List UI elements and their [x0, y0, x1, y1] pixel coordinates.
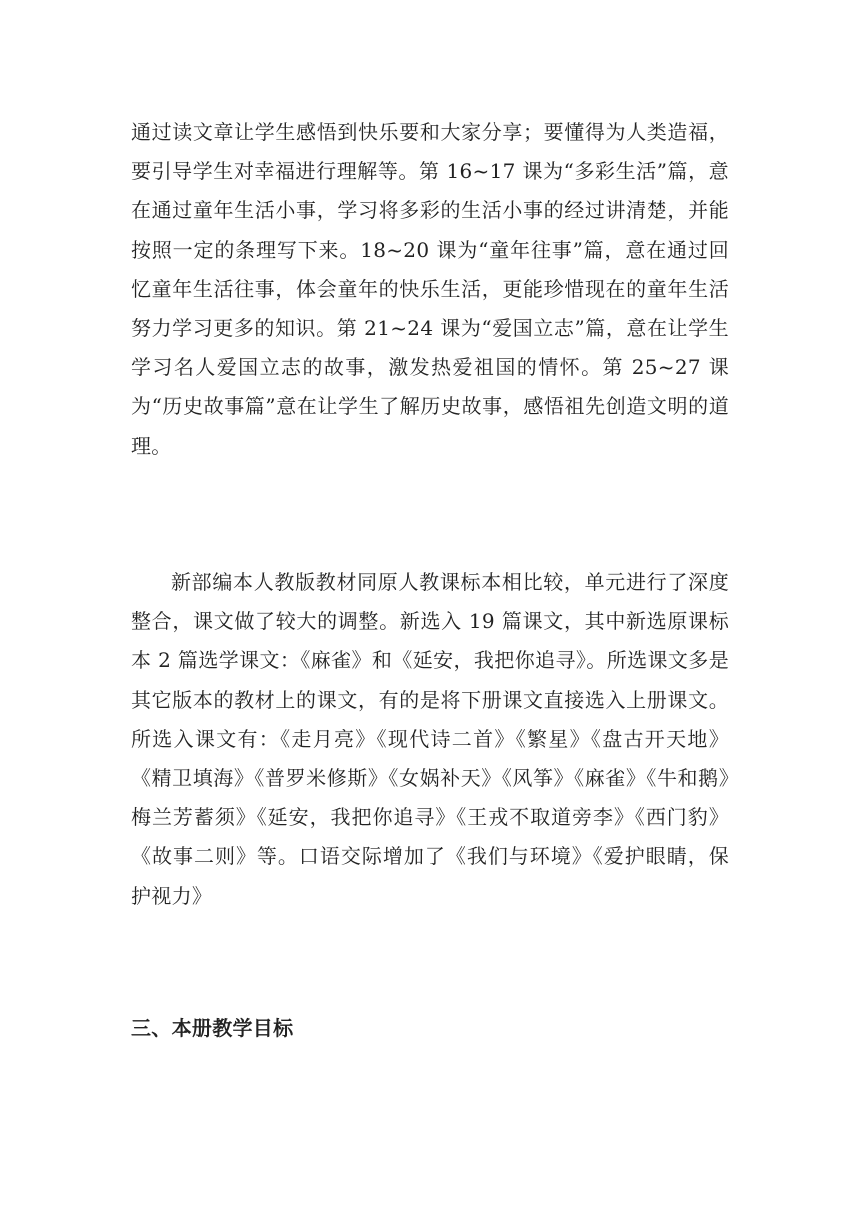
- body-paragraph-textbook-comparison: 新部编本人教版教材同原人教课标本相比较，单元进行了深度整合，课文做了较大的调整。新选入 19 篇课文，其中新选原课标本 2 篇选学课文：《麻雀》和《延安，我把你追寻》。所选课文多是其它版本的教材上的课文，有的是将下册课文直接选入上册课文。所选入课文有：《走月亮》《现代诗二首》《繁星》《盘古开天地》《精卫填海》《普罗米修斯》《女娲补天》《风筝》《麻雀》《牛和鹅》梅兰芳蓄须》《延安，我把你追寻》《王戎不取道旁李》《西门豹》《故事二则》等。口语交际增加了《我们与环境》《爱护眼睛，保护视力》: [131, 570, 729, 908]
- section-heading: 三、本册教学目标: [131, 1016, 294, 1040]
- body-paragraph-lesson-groups: 通过读文章让学生感悟到快乐要和大家分享；要懂得为人类造福，要引导学生对幸福进行理解等。第 16~17 课为“多彩生活”篇，意在通过童年生活小事，学习将多彩的生活小事的经过讲清楚，并能按照一定的条理写下来。18~20 课为“童年往事”篇，意在通过回忆童年生活往事，体会童年的快乐生活，更能珍惜现在的童年生活努力学习更多的知识。第 21~24 课为“爱国立志”篇，意在让学生学习名人爱国立志的故事，激发热爱祖国的情怀。第 25~27 课为“历史故事篇”意在让学生了解历史故事，感悟祖先创造文明的道理。: [131, 120, 729, 458]
